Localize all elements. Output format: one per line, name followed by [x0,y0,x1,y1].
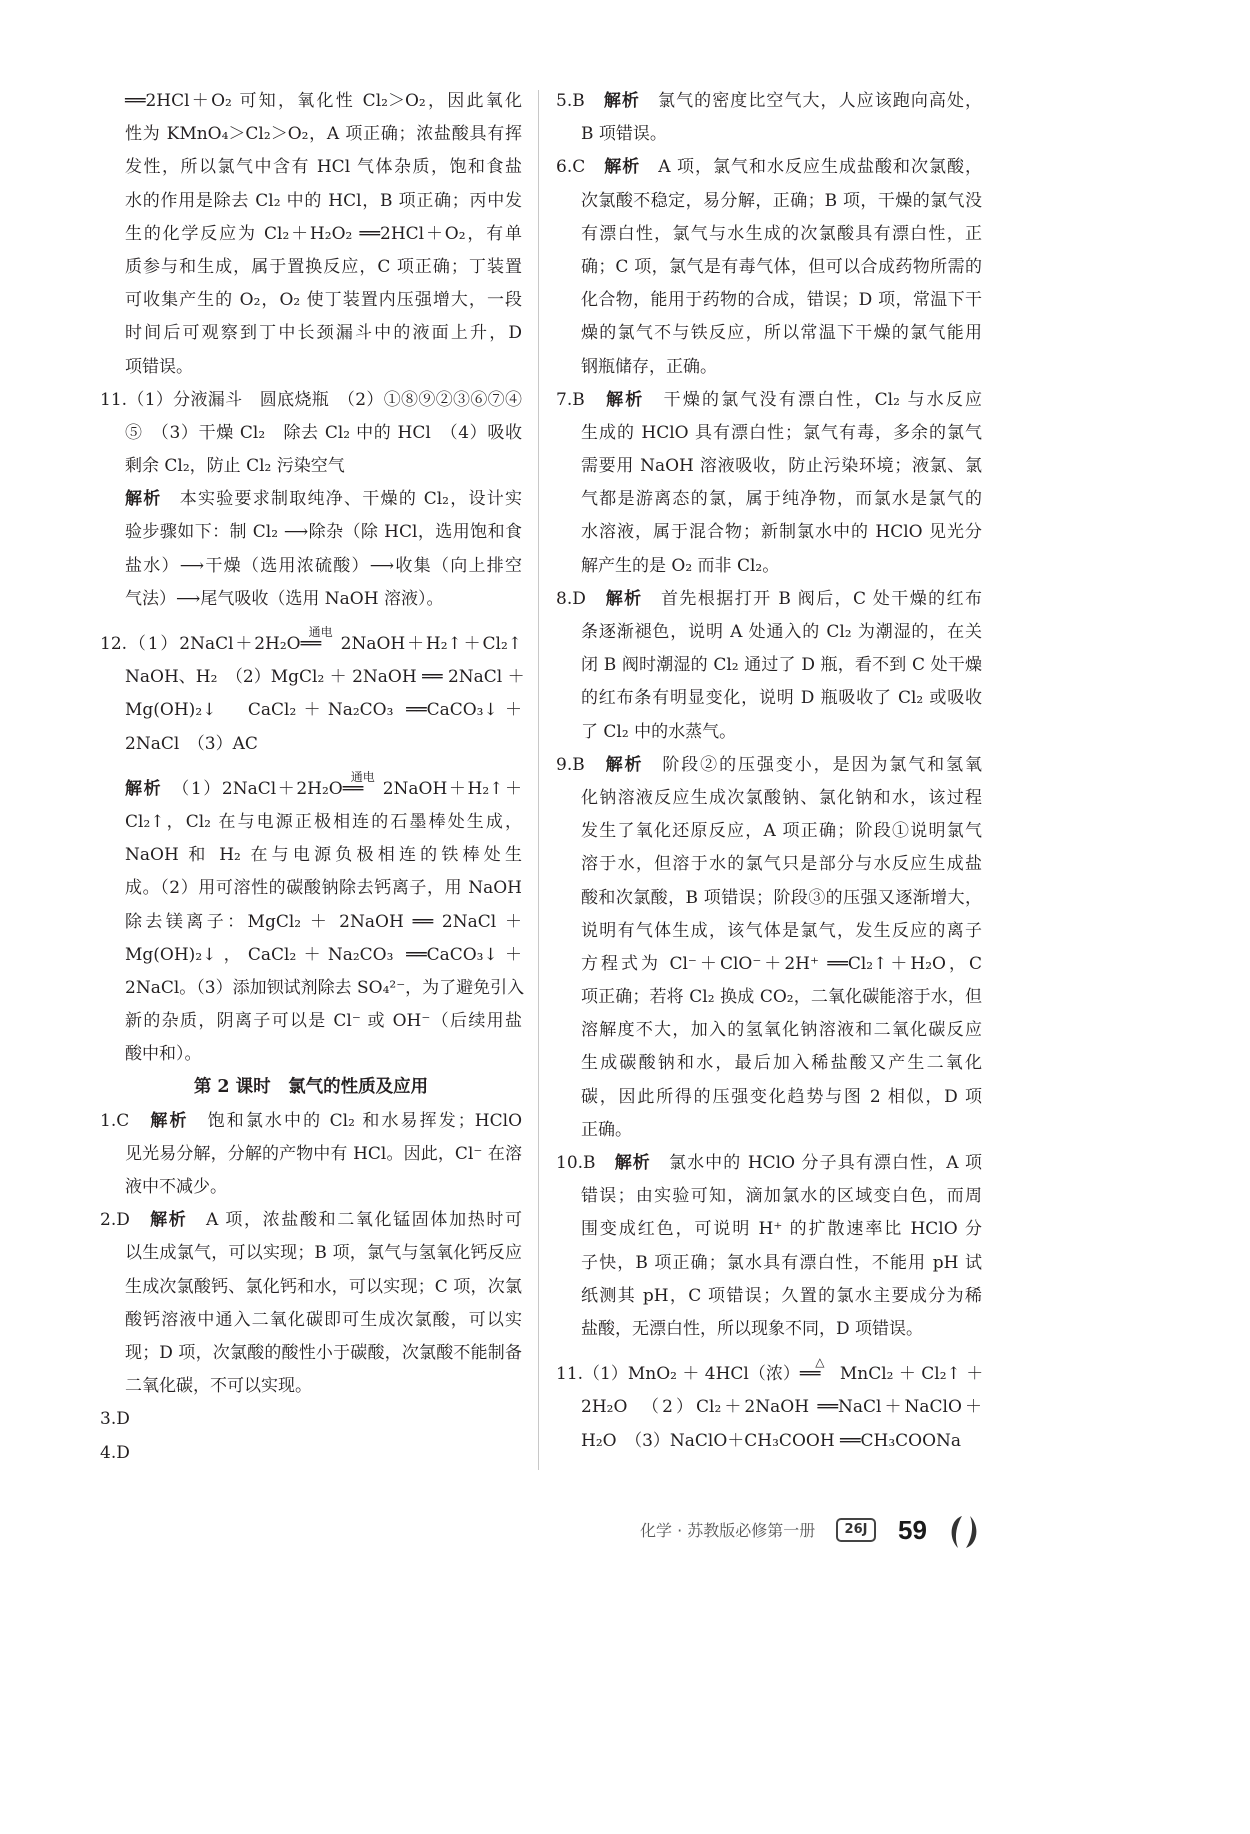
text-line [581,1047,982,1080]
footer-badge: 26J [836,1518,876,1542]
answer-item [556,151,982,383]
answer-item [556,1355,984,1458]
text-line [581,317,982,350]
text-run: 的红布条有明显变化，说明 D 瓶吸收了 Cl₂ 或吸收 [581,688,982,709]
text-line [581,716,982,749]
text-run: 生的化学反应为 Cl₂＋H₂O₂ ══2HCl＋O₂，有单 [125,223,522,244]
text-line [581,649,982,682]
text-line [581,682,982,715]
text-line [581,550,982,583]
answer-item [556,384,982,583]
text-run: 确；C 项，氯气是有毒气体，但可以合成药物所需的 [581,256,982,277]
analysis-label: 解析 [150,1210,188,1231]
text-line [581,185,982,218]
reaction-condition-sign [300,625,341,661]
text-run: 9.B 解析 阶段②的压强变小，是因为氯气和氢氧 [556,754,983,775]
text-run: 可收集产生的 O₂，O₂ 使丁装置内压强增大，一段 [125,290,522,311]
text-run: 水的作用是除去 Cl₂ 中的 HCl，B 项正确；丙中发 [125,190,522,211]
text-line [581,483,982,516]
text-line [100,1105,522,1138]
text-line [581,284,982,317]
text-line [125,694,522,727]
text-line [581,882,982,915]
text-run: 方程式为 Cl⁻＋ClO⁻＋2H⁺ ══Cl₂↑＋H₂O，C [581,953,982,974]
text-line [581,981,982,1014]
text-line [581,251,982,284]
text-run: 10.B 解析 氯水中的 HClO 分子具有漂白性，A 项 [556,1153,983,1173]
text-line [581,948,982,981]
text-line [581,1180,982,1213]
text-line [125,769,522,806]
reaction-condition: 通电 [350,769,375,784]
answer-item [100,85,522,384]
text-run: B 项错误。 [581,124,667,145]
text-run: 气法）⟶尾气吸收（选用 NaOH 溶液）。 [125,588,444,609]
text-run: 气都是游离态的氯，属于纯净物，而氯水是氯气的 [581,489,982,510]
text-run: MnCl₂ ＋ Cl₂↑ ＋ [839,1364,984,1385]
text-run: Cl₂↑，Cl₂ 在与电源正极相连的石墨棒处生成， [125,811,522,832]
text-run: 溶于水，但溶于水的氯气只是部分与水反应生成盐 [581,854,982,875]
text-line [125,1304,522,1337]
text-line [125,251,522,284]
text-line [125,839,522,872]
text-run: 错误；由实验可知，滴加氯水的区域变白色，而周 [581,1186,982,1207]
text-run: 化钠溶液反应生成次氯酸钠、氯化钠和水，该过程 [581,787,982,808]
answer-item [556,1147,982,1346]
text-run: 解析 本实验要求制取纯净、干燥的 Cl₂，设计实 [125,489,522,510]
text-run: 以生成氯气，可以实现；B 项，氯气与氢氧化钙反应 [125,1243,522,1264]
text-run: Mg(OH)₂↓，CaCl₂＋Na₂CO₃ ══CaCO₃↓＋ [125,944,522,965]
text-run: 化合物，能用于药物的合成，错误；D 项，常温下干 [581,290,982,311]
text-run: 2.D 解析 A 项，浓盐酸和二氧化锰固体加热时可 [100,1210,522,1231]
answer-item [100,1403,522,1436]
text-run: 2NaOH＋H₂↑＋Cl₂↑ [340,634,523,654]
text-line [125,1237,522,1270]
analysis-label: 解析 [603,91,640,111]
text-run: 2NaCl （3）AC [125,733,258,754]
text-run: 8.D 解析 首先根据打开 B 阀后，C 处干燥的红布 [556,588,982,609]
text-run: 说明有气体生成，该气体是氯气，发生反应的离子 [581,920,982,941]
text-run: NaOH、H₂ （2）MgCl₂ ＋ 2NaOH ══ 2NaCl ＋ [125,667,525,688]
text-line [100,384,522,417]
text-line [581,218,982,251]
text-line [581,516,982,549]
text-run: 2NaOH＋H₂↑＋ [382,778,522,799]
text-run: 生成碳酸钠和水，最后加入稀盐酸又产生二氧化 [581,1053,982,1074]
text-line [556,583,982,616]
text-run: 1.C 解析 饱和氯水中的 Cl₂ 和水易挥发；HClO [100,1110,523,1131]
text-line [581,450,982,483]
text-line [556,1355,984,1391]
text-run: 钢瓶储存，正确。 [581,356,717,377]
text-line [125,218,522,251]
text-run: 围变成红色，可说明 H⁺ 的扩散速率比 HClO 分 [581,1219,982,1240]
footer-book-title: 化学 · 苏教版必修第一册 [640,1521,816,1540]
text-run: 纸测其 pH，C 项错误；久置的氯水主要成分为稀 [581,1285,982,1306]
text-run: 新的杂质，阴离子可以是 Cl⁻ 或 OH⁻（后续用盐 [125,1011,522,1032]
text-line [556,384,982,417]
text-line [581,1213,982,1246]
text-line [125,317,522,350]
text-run: ⑤ （3）干燥 Cl₂ 除去 Cl₂ 中的 HCl （4）吸收 [125,422,522,443]
reaction-condition-sign [799,1355,840,1391]
text-run: 现；D 项，次氯酸的酸性小于碳酸，次氯酸不能制备 [125,1342,522,1363]
text-run: 燥的氯气不与铁反应，所以常温下干燥的氯气能用 [581,323,982,344]
text-run: 项正确；若将 Cl₂ 换成 CO₂，二氧化碳能溶于水，但 [581,987,982,1008]
text-line [125,806,522,839]
text-run: 酸中和）。 [125,1044,202,1065]
text-run: 验步骤如下：制 Cl₂ ⟶除杂（除 HCl，选用饱和食 [125,522,522,543]
text-line [125,1138,522,1171]
text-run: 正确。 [581,1119,632,1140]
text-run: 发生了氧化还原反应，A 项正确；阶段①说明氯气 [581,821,982,842]
text-line [125,583,522,616]
text-run: 7.B 解析 干燥的氯气没有漂白性，Cl₂ 与水反应 [556,389,983,410]
text-line [581,417,982,450]
text-run: 溶解度不大，加入的氢氧化钠溶液和二氧化碳反应 [581,1020,982,1041]
text-run: NaOH 和 H₂ 在与电源负极相连的铁棒处生 [125,845,522,866]
equals-sign: ══ [300,634,322,654]
text-run: 2NaCl。（3）添加钡试剂除去 SO₄²⁻，为了避免引入 [125,977,525,998]
text-run: 4.D [100,1442,130,1463]
text-line [125,550,522,583]
text-line [556,1147,982,1180]
answer-item [100,1105,522,1205]
text-run: 发性，所以氯气中含有 HCl 气体杂质，饱和食盐 [125,157,522,178]
text-line [125,728,522,761]
text-line [125,284,522,317]
text-line [556,85,982,118]
right-column [556,85,982,1458]
section-heading: 第 2 课时 氯气的性质及应用 [193,1077,429,1098]
text-line [581,1425,982,1458]
reaction-condition: △ [815,1355,825,1370]
text-line [125,1005,522,1038]
text-line [125,417,522,450]
text-run: ══2HCl＋O₂ 可知，氧化性 Cl₂＞O₂，因此氧化 [125,91,522,111]
answer-item [556,749,982,1147]
text-run: 碳，因此所得的压强变化趋势与图 2 相似，D 项 [581,1086,982,1107]
text-line [556,151,982,184]
text-run: 子快，B 项正确；氯水具有漂白性，不能用 pH 试 [581,1252,982,1273]
text-run: 见光易分解，分解的产物中有 HCl。因此，Cl⁻ 在溶 [125,1143,522,1164]
text-line [581,915,982,948]
text-run: 有漂白性，氯气与水生成的次氯酸具有漂白性，正 [581,223,982,244]
text-run: 剩余 Cl₂，防止 Cl₂ 污染空气 [125,456,345,477]
text-run: 酸和次氯酸，B 项错误；阶段③的压强又逐渐增大， [581,887,982,908]
text-run: 生成的 HClO 具有漂白性；氯气有毒，多余的氯气 [581,422,982,443]
text-line [125,1038,522,1071]
text-line [125,972,525,1005]
publisher-logo-icon [944,1512,984,1552]
text-line [581,1280,982,1313]
text-line [125,185,522,218]
text-line [581,351,982,384]
text-run: 3.D [100,1409,130,1430]
analysis-label: 解析 [125,489,162,510]
text-run: 二氧化碳，不可以实现。 [125,1376,312,1397]
text-line [125,85,522,118]
analysis-label: 解析 [125,778,163,799]
text-line [581,1313,982,1346]
text-line [581,782,982,815]
text-line [125,118,522,151]
text-run: 需要用 NaOH 溶液吸收，防止污染环境；液氯、氯 [581,456,982,477]
text-run: 2H₂O （2）Cl₂＋2NaOH ══NaCl＋NaClO＋ [581,1397,982,1418]
text-line [125,151,522,184]
text-line [100,1437,522,1470]
answer-item [100,1204,522,1403]
answer-item [100,625,525,1071]
text-line [100,1403,522,1436]
text-line [125,351,522,384]
text-run: 条逐渐褪色，说明 A 处通入的 Cl₂ 为潮湿的，在关 [581,622,982,642]
answer-item [100,384,522,616]
text-line [125,661,525,694]
page-number: 59 [898,1515,927,1545]
text-run: 11.（1）分液漏斗 圆底烧瓶 （2）①⑧⑨②③⑥⑦④ [100,389,522,410]
text-run: 6.C 解析 A 项，氯气和水反应生成盐酸和次氯酸， [556,157,982,178]
column-divider [538,90,539,1470]
answer-item [556,85,982,151]
answer-item [100,1437,522,1470]
text-run: H₂O （3）NaClO＋CH₃COOH ══CH₃COONa [581,1430,962,1451]
text-run: 解析 （1）2NaCl＋2H₂O [125,778,343,799]
text-run: 性为 KMnO₄＞Cl₂＞O₂，A 项正确；浓盐酸具有挥 [125,124,522,145]
reaction-condition-sign [342,769,383,806]
text-run: 项错误。 [125,356,193,377]
text-run: 酸钙溶液中通入二氧化碳即可生成次氯酸，可以实 [125,1309,522,1330]
text-run: 液中不减少。 [125,1177,227,1197]
text-run: 水溶液，属于混合物；新制氯水中的 HClO 见光分 [581,522,982,543]
text-line [581,1114,982,1147]
text-line [125,872,522,905]
text-line [581,1014,982,1047]
text-line [581,1391,982,1424]
analysis-label: 解析 [605,588,643,609]
equals-sign: ══ [799,1364,821,1385]
left-column [100,85,525,1470]
text-line [581,848,982,881]
text-run: 次氯酸不稳定，易分解，正确；B 项，干燥的氯气没 [581,190,982,211]
equals-sign: ══ [342,778,364,799]
text-line [125,1171,522,1204]
text-run: 闭 B 阀时潮湿的 Cl₂ 通过了 D 瓶，看不到 C 处干燥 [581,655,982,676]
text-run: 12.（1）2NaCl＋2H₂O [100,634,301,654]
analysis-label: 解析 [604,157,641,178]
text-run: 成。（2）用可溶性的碳酸钠除去钙离子，用 NaOH [125,878,522,899]
text-line [581,616,982,649]
text-line [125,450,522,483]
analysis-label: 解析 [150,1110,189,1131]
text-run: 解产生的是 O₂ 而非 Cl₂。 [581,555,780,576]
text-line [125,1271,522,1304]
text-run: 盐水）⟶干燥（选用浓硫酸）⟶收集（向上排空 [125,555,522,576]
text-run: 11.（1）MnO₂ ＋ 4HCl（浓） [556,1364,800,1385]
text-run: 5.B 解析 氯气的密度比空气大，人应该跑向高处， [556,91,983,111]
text-line [581,1081,982,1114]
text-line [100,625,523,661]
text-run: 盐酸，无漂白性，所以现象不同，D 项错误。 [581,1318,924,1339]
text-line [125,1370,522,1403]
text-line [581,1247,982,1280]
text-line [556,749,982,782]
text-line [125,906,522,939]
text-run: 除去镁离子：MgCl₂ ＋ 2NaOH ══ 2NaCl ＋ [125,911,522,932]
text-run: 了 Cl₂ 中的水蒸气。 [581,721,737,742]
text-line [581,118,982,151]
text-line [581,815,982,848]
text-run: 质参与和生成，属于置换反应，C 项正确；丁装置 [125,256,522,277]
text-run: 生成次氯酸钙、氯化钙和水，可以实现；C 项，次氯 [125,1276,522,1297]
text-line [125,516,522,549]
text-line [125,1337,522,1370]
analysis-label: 解析 [614,1153,651,1173]
text-run: 时间后可观察到丁中长颈漏斗中的液面上升，D [125,323,522,344]
answer-item [556,583,982,749]
text-line [100,1204,522,1237]
text-run: Mg(OH)₂↓ CaCl₂＋Na₂CO₃ ══CaCO₃↓＋ [125,700,522,721]
text-line [125,939,522,972]
text-line [125,483,522,516]
analysis-label: 解析 [606,389,645,410]
analysis-label: 解析 [605,754,644,775]
reaction-condition: 通电 [308,625,333,639]
